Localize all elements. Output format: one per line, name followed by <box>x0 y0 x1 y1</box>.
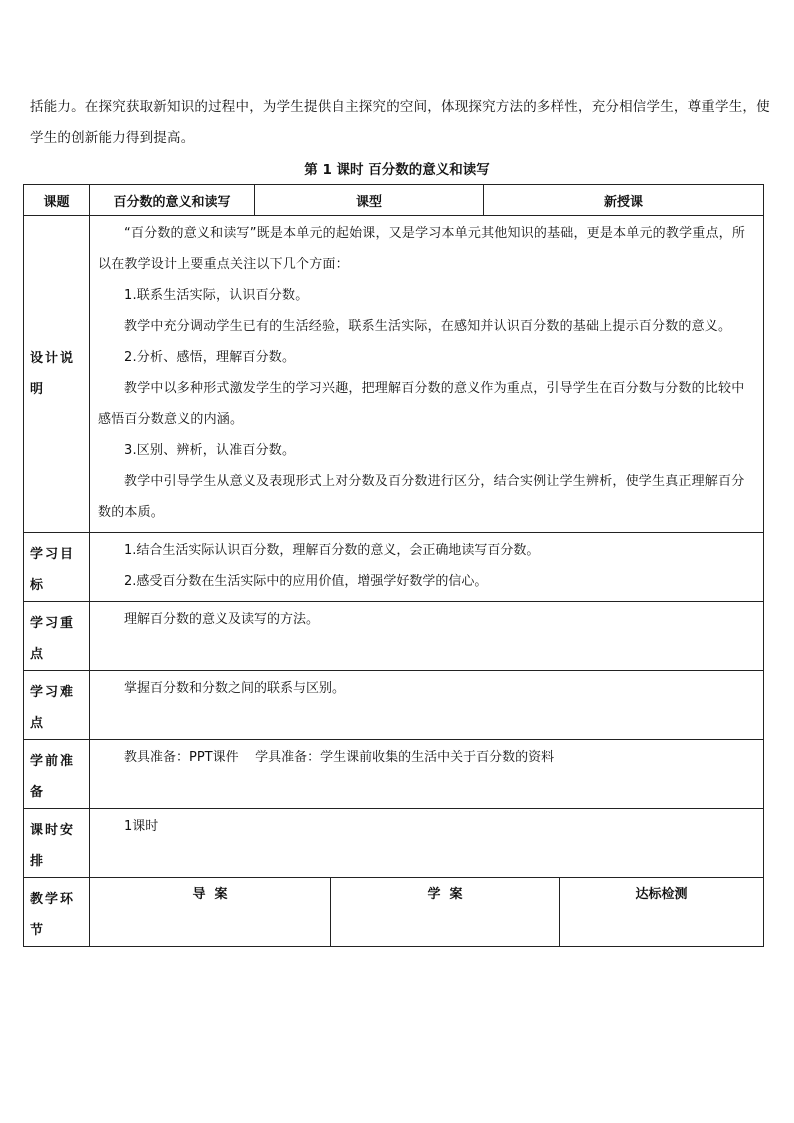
difficulty-label: 学习难点 <box>24 671 90 740</box>
goals-content <box>90 533 764 602</box>
key-point-row <box>24 602 764 671</box>
topic-label: 课题 <box>24 185 90 216</box>
goals-row <box>24 533 764 602</box>
schedule-content <box>90 809 764 878</box>
preparation-content <box>90 740 764 809</box>
design-point-heading: 1.联系生活实际，认识百分数。 <box>124 288 309 303</box>
footer-row <box>24 878 764 947</box>
preparation-row <box>24 740 764 809</box>
difficulty-value: 掌握百分数和分数之间的联系与区别。 <box>124 681 346 696</box>
lesson-plan-table <box>23 184 764 947</box>
study-plan-header: 学 案 <box>331 878 560 947</box>
design-paragraph: “百分数的意义和读写”既是本单元的起始课，又是学习本单元其他知识的基础，更是本单元的教学重点，所以在教学设计上要重点关注以下几个方面： <box>98 226 746 272</box>
lesson-title: 第 1 课时 百分数的意义和读写 <box>304 162 490 178</box>
design-content <box>90 216 764 533</box>
design-point-heading: 3.区别、辨析，认准百分数。 <box>124 443 296 458</box>
key-point-value: 理解百分数的意义及读写的方法。 <box>124 612 320 627</box>
design-label: 设计说明 <box>24 216 90 533</box>
schedule-label: 课时安排 <box>24 809 90 878</box>
guide-plan-header: 导 案 <box>90 878 331 947</box>
design-paragraph: 教学中引导学生从意义及表现形式上对分数及百分数进行区分，结合实例让学生辨析，使学生真正理解百分数的本质。 <box>98 474 745 520</box>
difficulty-row <box>24 671 764 740</box>
design-row <box>24 216 764 533</box>
preparation-label: 学前准备 <box>24 740 90 809</box>
key-point-content <box>90 602 764 671</box>
design-point-heading: 2.分析、感悟，理解百分数。 <box>124 350 296 365</box>
schedule-row <box>24 809 764 878</box>
schedule-value: 1课时 <box>124 819 159 834</box>
goals-label: 学习目标 <box>24 533 90 602</box>
teaching-stage-label: 教学环节 <box>24 878 90 947</box>
design-paragraph: 教学中充分调动学生已有的生活经验，联系生活实际，在感知并认识百分数的基础上提示百分数的意义。 <box>124 319 732 334</box>
key-point-label: 学习重点 <box>24 602 90 671</box>
difficulty-content <box>90 671 764 740</box>
type-value: 新授课 <box>484 185 764 216</box>
topic-row <box>24 185 764 216</box>
intro-paragraph: 括能力。在探究获取新知识的过程中，为学生提供自主探究的空间，体现探究方法的多样性，充分相信学生，尊重学生，使学生的创新能力得到提高。 <box>30 99 770 146</box>
design-paragraph: 教学中以多种形式激发学生的学习兴趣，把理解百分数的意义作为重点，引导学生在百分数与分数的比较中感悟百分数意义的内涵。 <box>98 381 745 427</box>
topic-value: 百分数的意义和读写 <box>90 185 255 216</box>
type-label: 课型 <box>255 185 484 216</box>
preparation-value: 教具准备：PPT课件 学具准备：学生课前收集的生活中关于百分数的资料 <box>124 750 555 765</box>
goal-item: 1.结合生活实际认识百分数，理解百分数的意义，会正确地读写百分数。 <box>124 543 540 558</box>
assessment-header: 达标检测 <box>560 878 764 947</box>
goal-item: 2.感受百分数在生活实际中的应用价值，增强学好数学的信心。 <box>124 574 488 589</box>
